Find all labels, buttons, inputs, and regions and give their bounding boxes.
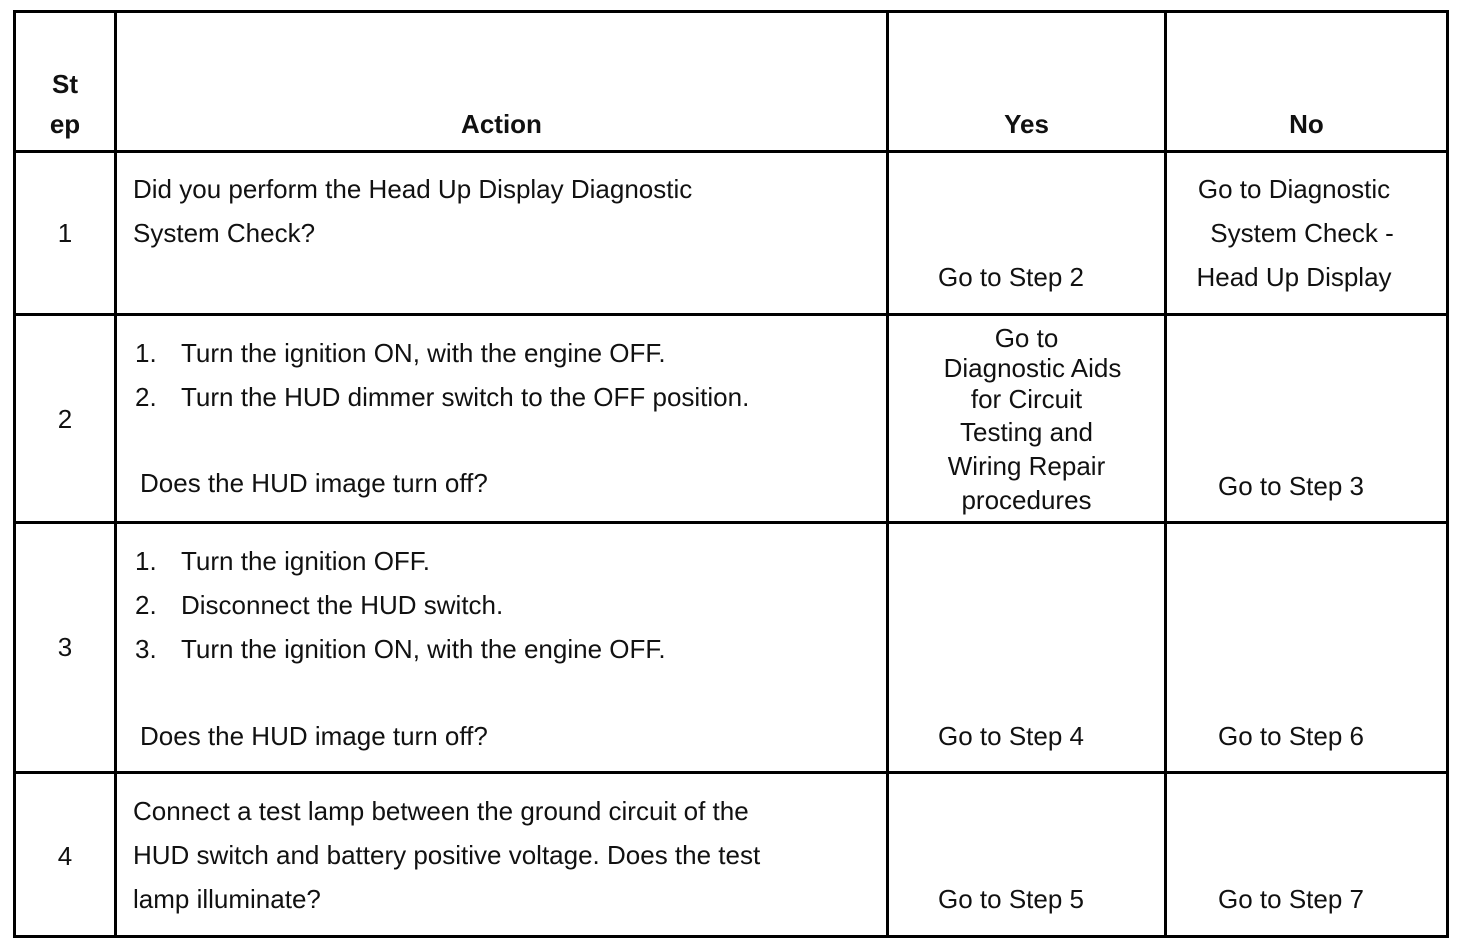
row-divider-3 xyxy=(13,771,1449,774)
header-step xyxy=(16,64,114,144)
list-item xyxy=(135,583,885,627)
list-item-number: 2. xyxy=(135,590,157,620)
yes-result: Go to Step 4 xyxy=(938,721,1084,751)
step-number: 2 xyxy=(57,404,73,434)
header-action: Action xyxy=(461,109,542,139)
table-border-bottom xyxy=(13,935,1449,938)
row-divider-2 xyxy=(13,521,1449,524)
yes-result-line: Wiring Repair xyxy=(947,451,1106,481)
action-line: HUD switch and battery positive voltage. Does the test xyxy=(133,840,761,870)
action-list xyxy=(135,331,885,419)
list-item xyxy=(135,539,885,583)
no-result: Go to Step 7 xyxy=(1218,884,1364,914)
yes-result-line: for Circuit xyxy=(970,384,1083,414)
no-result: Go to Step 6 xyxy=(1218,721,1364,751)
list-item-text: Turn the ignition OFF. xyxy=(181,546,431,576)
step-number: 4 xyxy=(57,841,73,871)
list-item-number: 3. xyxy=(135,634,157,664)
list-item-text: Turn the HUD dimmer switch to the OFF position. xyxy=(181,382,750,412)
list-item xyxy=(135,375,885,419)
action-line: Did you perform the Head Up Display Diagnostic xyxy=(133,174,693,204)
header-no: No xyxy=(1289,109,1324,139)
action-line: Connect a test lamp between the ground circuit of the xyxy=(133,796,749,826)
row-divider-header xyxy=(13,150,1449,153)
list-item-number: 1. xyxy=(135,546,157,576)
list-item-number: 2. xyxy=(135,382,157,412)
yes-result xyxy=(889,323,1164,517)
step-number: 1 xyxy=(57,218,73,248)
no-result-line: Head Up Display xyxy=(1196,262,1392,292)
list-item-text: Turn the ignition ON, with the engine OFF. xyxy=(181,338,666,368)
list-item-text: Turn the ignition ON, with the engine OFF. xyxy=(181,634,666,664)
action-line: System Check? xyxy=(133,218,316,248)
yes-result: Go to Step 2 xyxy=(938,262,1084,292)
header-step-line2: ep xyxy=(49,109,81,139)
list-item-text: Disconnect the HUD switch. xyxy=(181,590,504,620)
step-number: 3 xyxy=(57,632,73,662)
header-step-line1: St xyxy=(52,69,78,99)
no-result xyxy=(1167,167,1421,299)
yes-result-line: Testing and xyxy=(960,417,1093,447)
action-text xyxy=(133,167,883,255)
yes-result: Go to Step 5 xyxy=(938,884,1084,914)
yes-result-line: Diagnostic Aids xyxy=(943,353,1122,383)
row-divider-1 xyxy=(13,313,1449,316)
header-yes: Yes xyxy=(1004,109,1049,139)
no-result: Go to Step 3 xyxy=(1218,471,1364,501)
action-list xyxy=(135,539,885,671)
table-border-top xyxy=(13,10,1449,13)
action-text xyxy=(133,789,883,921)
no-result-line: System Check - xyxy=(1210,218,1394,248)
action-question: Does the HUD image turn off? xyxy=(140,468,488,498)
action-line: lamp illuminate? xyxy=(133,884,321,914)
list-item xyxy=(135,627,885,671)
list-item-number: 1. xyxy=(135,338,157,368)
action-question: Does the HUD image turn off? xyxy=(140,721,488,751)
no-result-line: Go to Diagnostic xyxy=(1197,174,1391,204)
yes-result-line: Go to xyxy=(994,323,1059,353)
list-item xyxy=(135,331,885,375)
yes-result-line: procedures xyxy=(961,485,1092,515)
